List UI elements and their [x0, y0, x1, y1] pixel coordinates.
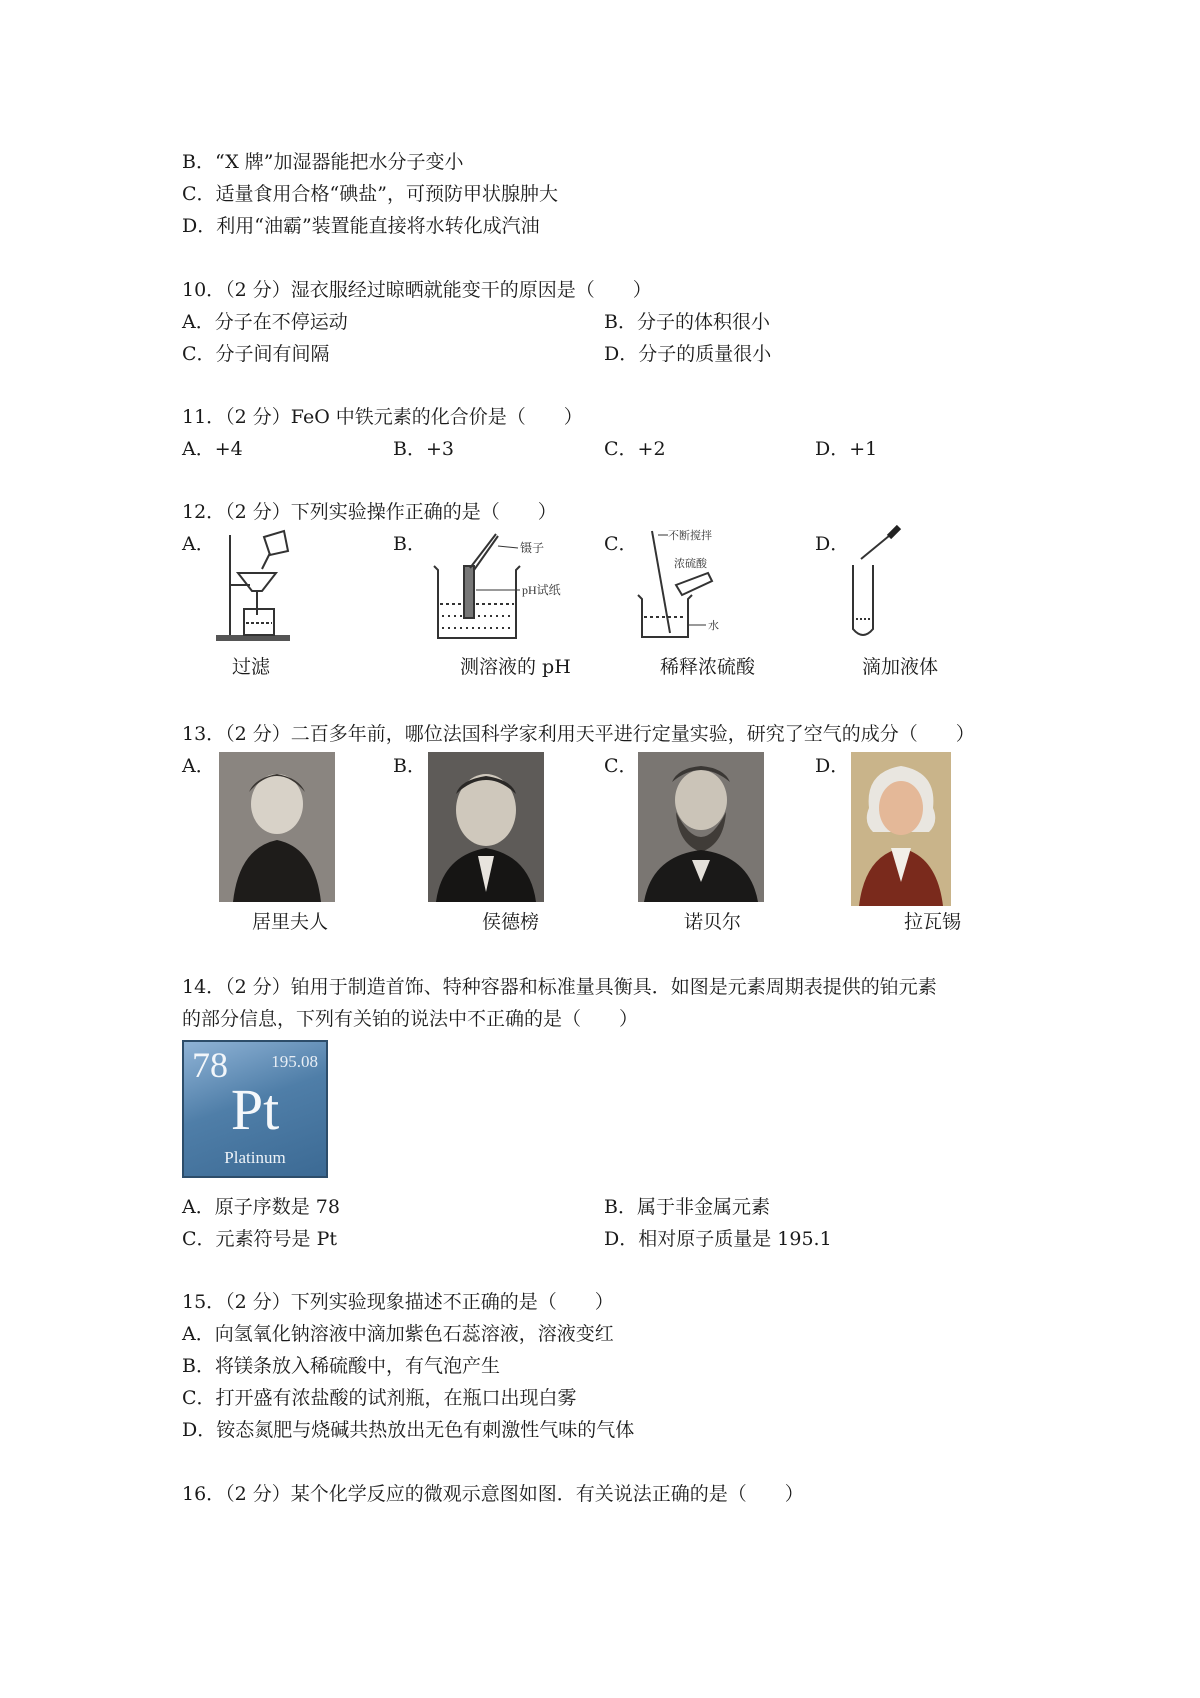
portrait-nobel — [638, 752, 764, 902]
portrait-curie — [219, 752, 335, 902]
q15-option-b: B．将镁条放入稀硫酸中，有气泡产生 — [182, 1355, 500, 1377]
element-name: Platinum — [224, 1148, 286, 1167]
q12-caption-a: 过滤 — [232, 656, 271, 678]
q12-option-d: D． — [815, 533, 850, 555]
q15-option-d: D．铵态氮肥与烧碱共热放出无色有刺激性气味的气体 — [182, 1419, 635, 1441]
q12-caption-c: 稀释浓硫酸 — [660, 656, 756, 678]
q9-option-c: C．适量食用合格“碘盐”，可预防甲状腺肿大 — [182, 183, 558, 205]
q15-option-c: C．打开盛有浓盐酸的试剂瓶，在瓶口出现白雾 — [182, 1387, 577, 1409]
q9-option-b: B．“X 牌”加湿器能把水分子变小 — [182, 151, 464, 173]
q16-stem: 16．（2 分）某个化学反应的微观示意图如图．有关说法正确的是（ ） — [182, 1483, 804, 1505]
q12-stem: 12．（2 分）下列实验操作正确的是（ ） — [182, 501, 557, 523]
q13-caption-b: 侯德榜 — [482, 911, 540, 933]
q14-stem-line1: 14．（2 分）铂用于制造首饰、特种容器和标准量具衡具．如图是元素周期表提供的铂元素 — [182, 976, 937, 998]
q13-caption-a: 居里夫人 — [252, 911, 329, 933]
q10-option-a: A．分子在不停运动 — [182, 311, 348, 333]
q14-option-d: D．相对原子质量是 195.1 — [604, 1228, 832, 1250]
q14-stem-line2: 的部分信息，下列有关铂的说法中不正确的是（ ） — [182, 1008, 639, 1030]
q13-stem: 13．（2 分）二百多年前，哪位法国科学家利用天平进行定量实验，研究了空气的成分（ ） — [182, 723, 975, 745]
q11-stem: 11．（2 分）FeO 中铁元素的化合价是（ ） — [182, 406, 583, 428]
q11-option-d: D．+1 — [815, 438, 878, 460]
q14-option-a: A．原子序数是 78 — [182, 1196, 340, 1218]
q11-option-c: C．+2 — [604, 438, 666, 460]
portrait-lavoisier — [851, 752, 951, 906]
dilute-acid-figure — [632, 525, 752, 643]
q10-option-b: B．分子的体积很小 — [604, 311, 770, 333]
q11-option-a: A．+4 — [182, 438, 243, 460]
q14-option-b: B．属于非金属元素 — [604, 1196, 770, 1218]
q10-stem: 10．（2 分）湿衣服经过晾晒就能变干的原因是（ ） — [182, 279, 652, 301]
q12-option-b: B． — [393, 533, 426, 555]
q15-option-a: A．向氢氧化钠溶液中滴加紫色石蕊溶液，溶液变红 — [182, 1323, 614, 1345]
q10-option-c: C．分子间有间隔 — [182, 343, 330, 365]
q11-option-b: B．+3 — [393, 438, 454, 460]
ph-test-figure — [428, 530, 568, 645]
filtration-figure — [210, 525, 310, 645]
q13-option-d: D． — [815, 755, 850, 777]
q15-stem: 15．（2 分）下列实验现象描述不正确的是（ ） — [182, 1291, 614, 1313]
q13-option-b: B． — [393, 755, 426, 777]
label-stir: 不断搅拌 — [668, 530, 712, 542]
label-acid: 浓硫酸 — [674, 558, 707, 570]
q13-caption-c: 诺贝尔 — [684, 911, 742, 933]
element-atomic-number: 78 — [192, 1045, 228, 1085]
dropper-figure — [845, 525, 915, 643]
q13-option-a: A． — [182, 755, 215, 777]
q9-option-d: D．利用“油霸”装置能直接将水转化成汽油 — [182, 215, 540, 237]
q12-option-c: C． — [604, 533, 638, 555]
label-water: 水 — [708, 620, 719, 632]
q14-option-c: C．元素符号是 Pt — [182, 1228, 337, 1250]
portrait-hou-debang — [428, 752, 544, 902]
q13-option-c: C． — [604, 755, 638, 777]
label-ph-paper: pH试纸 — [522, 583, 561, 597]
q13-caption-d: 拉瓦锡 — [904, 911, 962, 933]
q12-caption-d: 滴加液体 — [862, 656, 939, 678]
q12-caption-b: 测溶液的 pH — [460, 656, 571, 678]
platinum-element-card — [182, 1040, 328, 1178]
element-symbol: Pt — [230, 1077, 280, 1142]
label-tweezers: 镊子 — [520, 541, 545, 555]
q12-option-a: A． — [182, 533, 215, 555]
element-atomic-mass: 195.08 — [271, 1052, 318, 1071]
q10-option-d: D．分子的质量很小 — [604, 343, 772, 365]
